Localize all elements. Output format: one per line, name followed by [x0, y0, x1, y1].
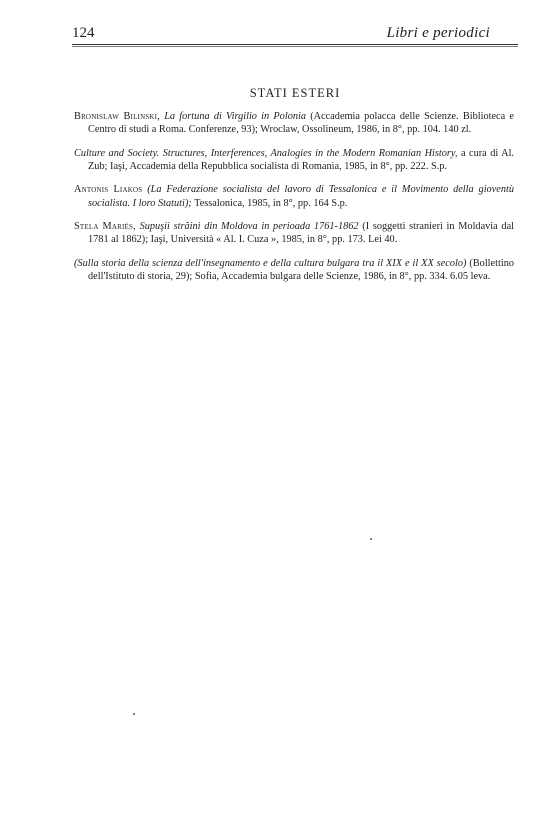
page-header: [72, 24, 518, 46]
entry-author: Antonis Liakos: [74, 184, 143, 196]
entry-details: Tessalonica, 1985, in 8°, pp. 164 S.p.: [194, 197, 348, 209]
bibliography-entry: [74, 183, 514, 209]
entry-details: (Bollettino dell'Istituto di storia, 29); Sofia, Accademia bulgara delle Scienze, 1986, in 8°, pp. 334. 6.05 leva.: [88, 257, 514, 283]
entry-title: (La Federazione socialista del lavoro di Tessalonica e il Movimento della gioventù socialista. I loro Statuti);: [88, 184, 515, 209]
header-rule: [72, 44, 518, 45]
bibliography-entry: [74, 147, 514, 173]
entry-details: a cura di Al. Zub; Iaşi, Accademia della Repubblica socialista di Romania, 1985, in 8°, pp. 222. S.p.: [88, 147, 515, 172]
entry-title: La fortuna di Virgilio in Polonia: [164, 111, 307, 122]
entry-author: Bronislaw Bilinski,: [74, 111, 160, 122]
entry-details: (I soggetti stranieri in Moldavia dal 1781 al 1862); Iaşi, Università « Al. I. Cuza », 1985, in 8°, pp. 173. Lei 40.: [88, 221, 515, 246]
entry-title: Supuşii străini din Moldova in perioada 1761-1862: [139, 221, 359, 233]
bibliography-entry: [74, 110, 514, 136]
running-title: Libri e periodici: [386, 25, 490, 41]
header-rule-thin: [72, 46, 518, 47]
section-title: STATI ESTERI: [249, 86, 341, 100]
entry-title: Culture and Society. Structures, Interferences, Analogies in the Modern Romanian History,: [74, 147, 458, 159]
bibliography-list: [74, 110, 514, 292]
page-speck: [370, 538, 372, 540]
entry-author: Stela Mariés,: [74, 221, 136, 233]
entry-details: (Accademia polacca delle Scienze. Biblioteca e Centro di studi a Roma. Conferenze, 93); Wroclaw, Ossolineum, 1986, in 8°, pp. 104. 140 zl.: [88, 111, 514, 136]
bibliography-entry: [74, 257, 514, 283]
entry-title: (Sulla storia della scienza dell'insegnamento e della cultura bulgara tra il XIX e il XX secolo): [74, 257, 467, 269]
page-number: 124: [72, 25, 95, 41]
page-speck: [133, 713, 135, 715]
bibliography-entry: [74, 220, 514, 246]
